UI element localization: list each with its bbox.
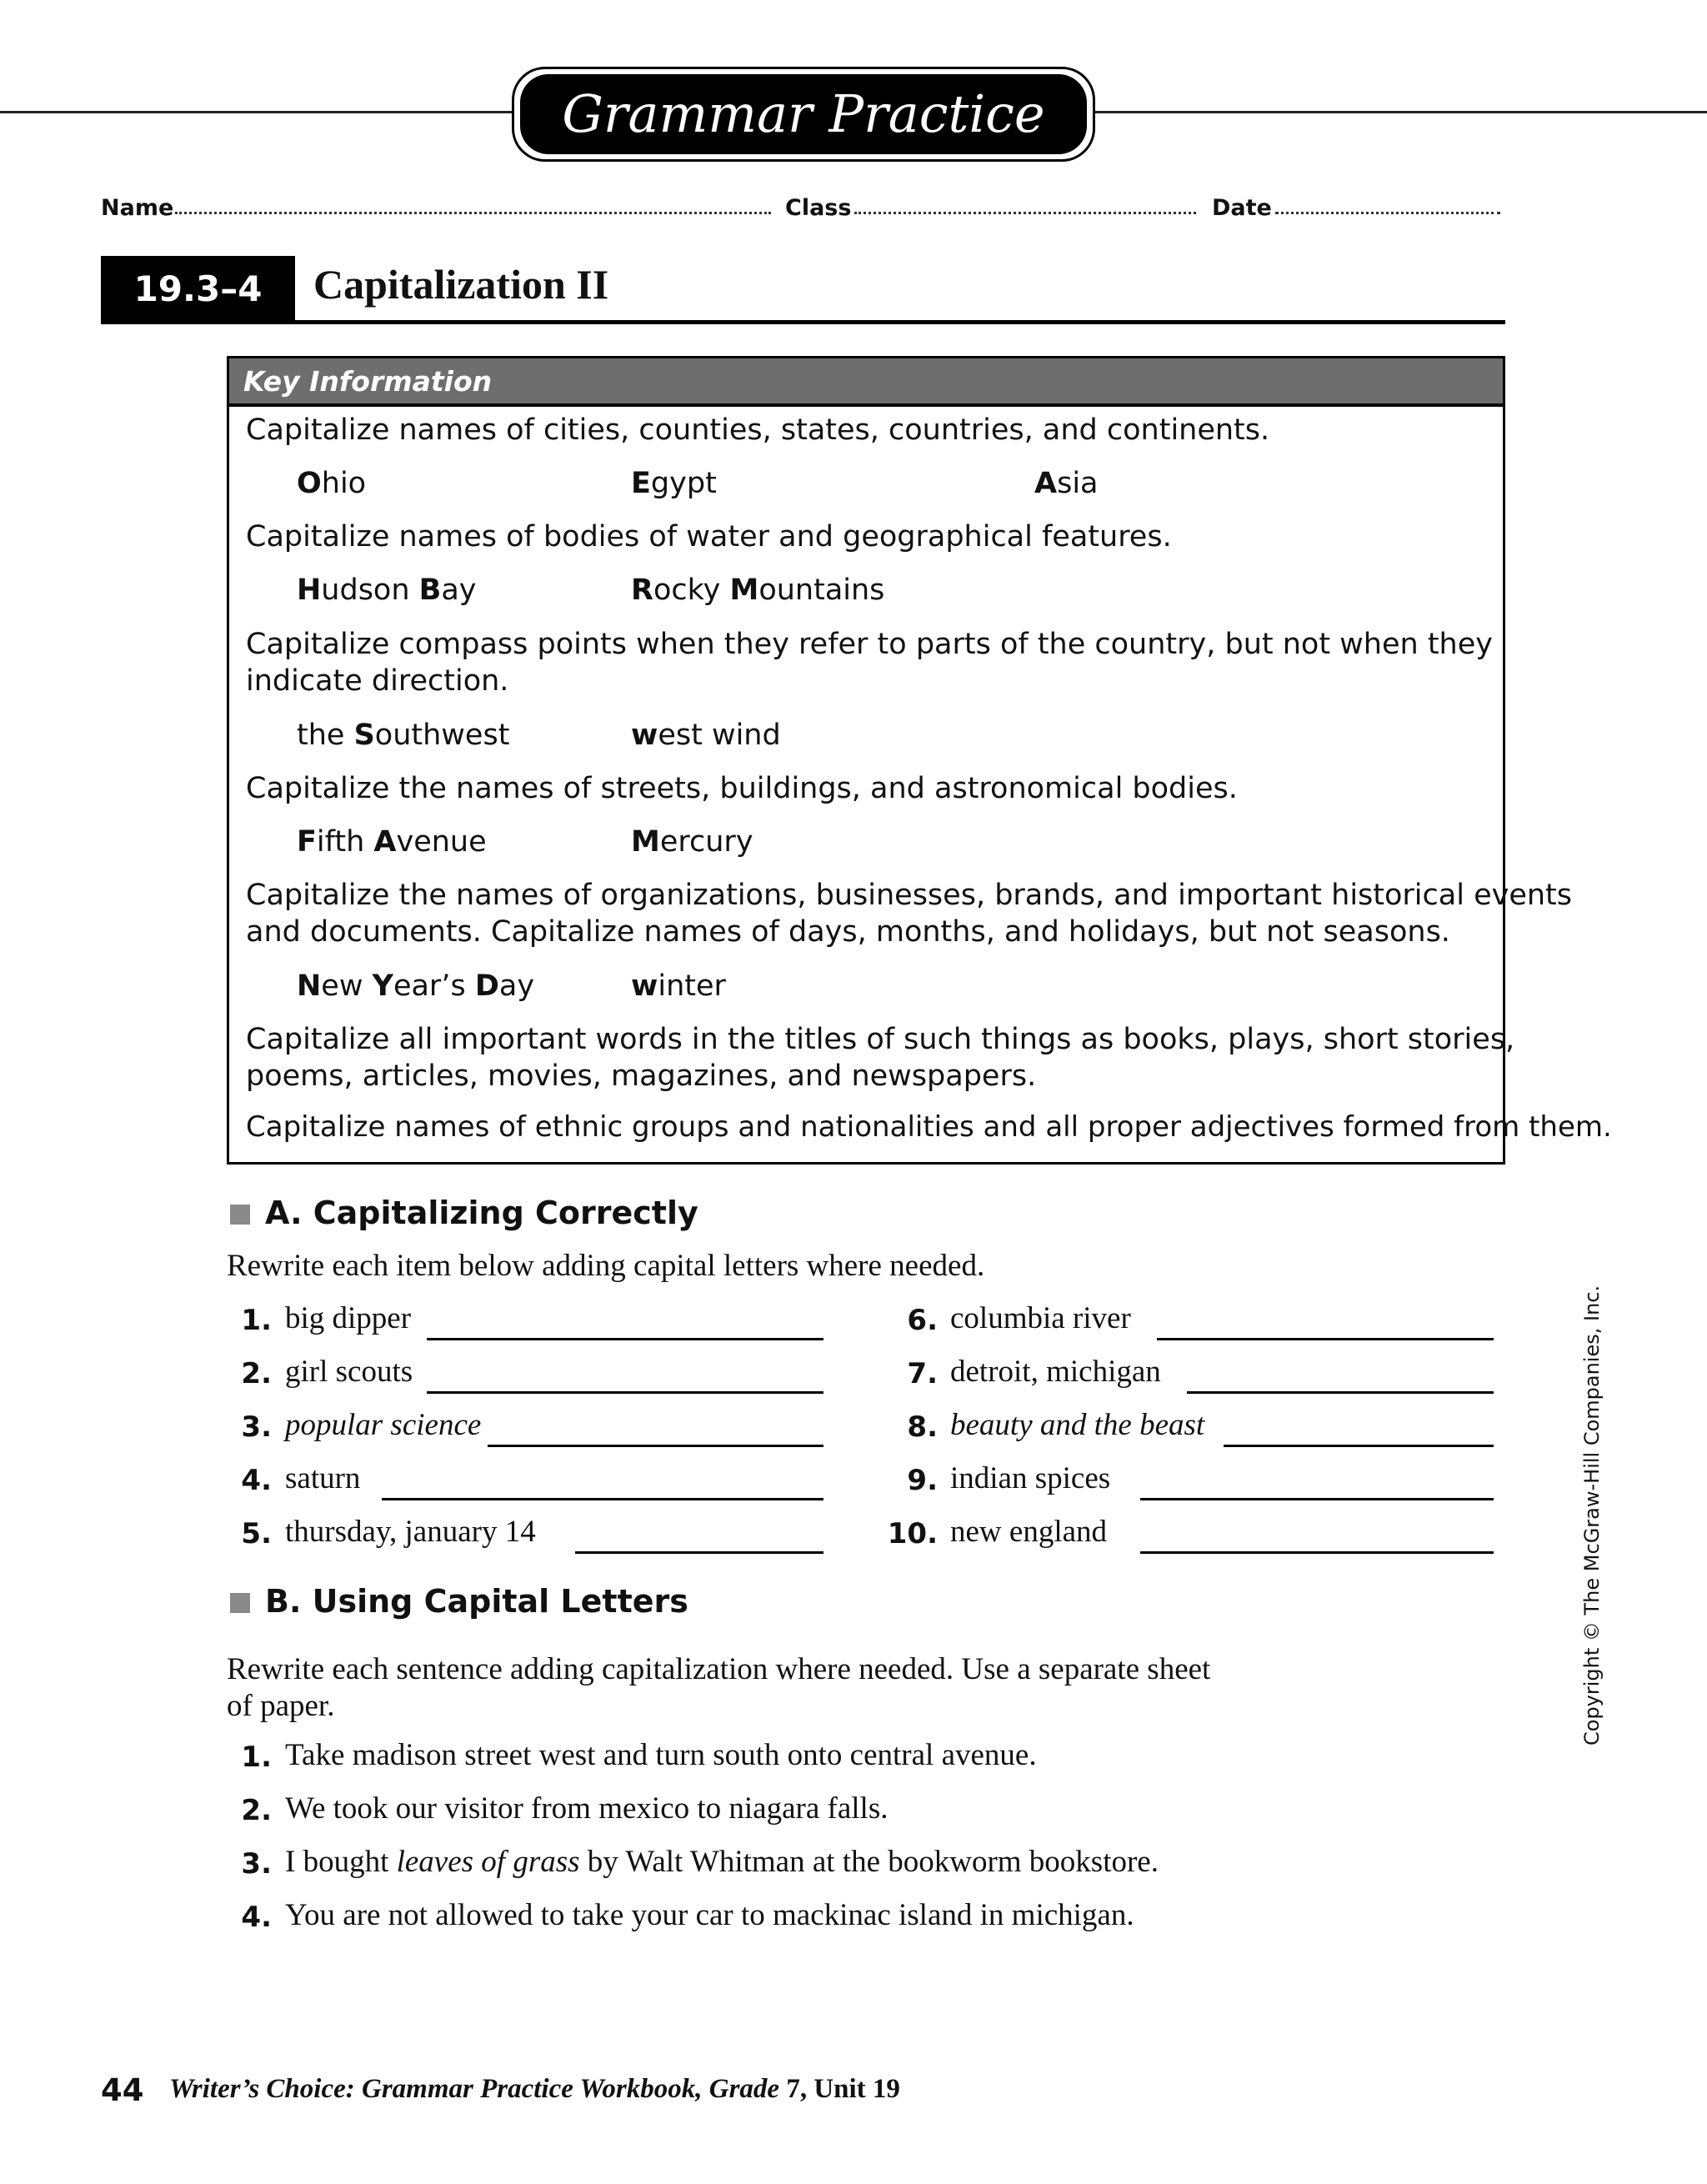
section-number: 19.3–4 [101, 256, 295, 323]
date-label: Date [1212, 195, 1272, 221]
item-number: 4. [241, 1901, 272, 1934]
example: Hudson Bay [297, 574, 477, 607]
example: Rocky Mountains [631, 574, 885, 607]
rule-text: indicate direction. [246, 664, 509, 698]
key-information-heading: Key Information [243, 365, 493, 398]
item-number: 10. [887, 1517, 938, 1550]
square-bullet-icon [230, 1593, 250, 1613]
rule-text: Capitalize names of ethnic groups and nationalities and all proper adjectives formed from them. [246, 1110, 1612, 1144]
item-number: 7. [907, 1357, 938, 1390]
class-label: Class [785, 195, 852, 221]
example: west wind [631, 719, 781, 752]
page-number: 44 [101, 2072, 144, 2108]
sentence-text: You are not allowed to take your car to mackinac island in michigan. [285, 1898, 1134, 1932]
item-text: saturn [285, 1461, 361, 1495]
section-rule [101, 320, 1505, 324]
item-number: 5. [241, 1517, 272, 1550]
copyright-notice: Copyright © The McGraw-Hill Companies, Inc. [1580, 1285, 1604, 1746]
item-number: 4. [241, 1464, 272, 1497]
answer-line[interactable] [427, 1391, 823, 1394]
rule-text: Capitalize names of cities, counties, states, countries, and continents. [246, 413, 1270, 447]
item-number: 6. [907, 1304, 938, 1337]
answer-line[interactable] [488, 1445, 823, 1447]
sentence-text: Take madison street west and turn south onto central avenue. [285, 1738, 1037, 1772]
item-text: columbia river [950, 1301, 1131, 1335]
answer-line[interactable] [1187, 1391, 1494, 1394]
key-information-header-rule [229, 403, 1503, 407]
rule-text: Capitalize compass points when they refer to parts of the country, but not when they [246, 628, 1493, 661]
date-field[interactable] [1275, 212, 1500, 214]
example: winter [631, 969, 726, 1003]
item-text: popular science [285, 1408, 482, 1442]
item-number: 3. [241, 1847, 272, 1881]
example: Fifth Avenue [297, 825, 487, 859]
answer-line[interactable] [382, 1498, 823, 1500]
answer-line[interactable] [427, 1338, 823, 1340]
section-title: Capitalization II [313, 261, 609, 308]
rule-text: and documents. Capitalize names of days, months, and holidays, but not seasons. [246, 915, 1450, 949]
item-text: indian spices [950, 1461, 1111, 1495]
example: New Year’s Day [297, 969, 535, 1003]
answer-line[interactable] [575, 1551, 823, 1554]
rule-text: poems, articles, movies, magazines, and newspapers. [246, 1059, 1037, 1093]
square-bullet-icon [230, 1205, 250, 1225]
answer-line[interactable] [1140, 1551, 1494, 1554]
example: the Southwest [297, 719, 510, 752]
part-b-heading: B. Using Capital Letters [265, 1583, 688, 1620]
item-text: beauty and the beast [950, 1408, 1205, 1442]
name-label: Name [101, 195, 174, 221]
rule-text: Capitalize all important words in the titles of such things as books, plays, short stories, [246, 1023, 1515, 1056]
example: Egypt [631, 467, 717, 500]
item-text: big dipper [285, 1301, 412, 1335]
part-a-heading: A. Capitalizing Correctly [265, 1195, 698, 1231]
item-text: thursday, january 14 [285, 1515, 536, 1549]
item-number: 8. [907, 1410, 938, 1444]
sentence-text: We took our visitor from mexico to niagara falls. [285, 1791, 889, 1826]
item-text: detroit, michigan [950, 1355, 1161, 1389]
part-b-instructions: Rewrite each sentence adding capitalization where needed. Use a separate sheet [227, 1652, 1211, 1686]
part-a-instructions: Rewrite each item below adding capital letters where needed. [227, 1249, 985, 1283]
item-number: 1. [241, 1304, 272, 1337]
part-b-instructions: of paper. [227, 1689, 335, 1723]
rule-text: Capitalize the names of organizations, businesses, brands, and important historical events [246, 879, 1572, 912]
rule-text: Capitalize the names of streets, buildings, and astronomical bodies. [246, 772, 1238, 805]
example: Mercury [631, 825, 753, 859]
class-field[interactable] [854, 212, 1196, 214]
item-number: 9. [907, 1464, 938, 1497]
item-text: new england [950, 1515, 1108, 1549]
item-number: 3. [241, 1410, 272, 1444]
page-banner-title: Grammar Practice [562, 83, 1045, 144]
answer-line[interactable] [1157, 1338, 1494, 1340]
answer-line[interactable] [1140, 1498, 1494, 1500]
item-text: girl scouts [285, 1355, 413, 1389]
item-number: 2. [241, 1794, 272, 1827]
name-field[interactable] [175, 212, 771, 214]
example: Ohio [297, 467, 367, 500]
example: Asia [1034, 467, 1099, 500]
book-title: Writer’s Choice: Grammar Practice Workbook, Grade 7, Unit 19 [169, 2074, 900, 2104]
answer-line[interactable] [1224, 1445, 1494, 1447]
item-number: 1. [241, 1741, 272, 1774]
rule-text: Capitalize names of bodies of water and geographical features. [246, 520, 1172, 554]
item-number: 2. [241, 1357, 272, 1390]
sentence-text: I bought leaves of grass by Walt Whitman at the bookworm bookstore. [285, 1845, 1159, 1879]
